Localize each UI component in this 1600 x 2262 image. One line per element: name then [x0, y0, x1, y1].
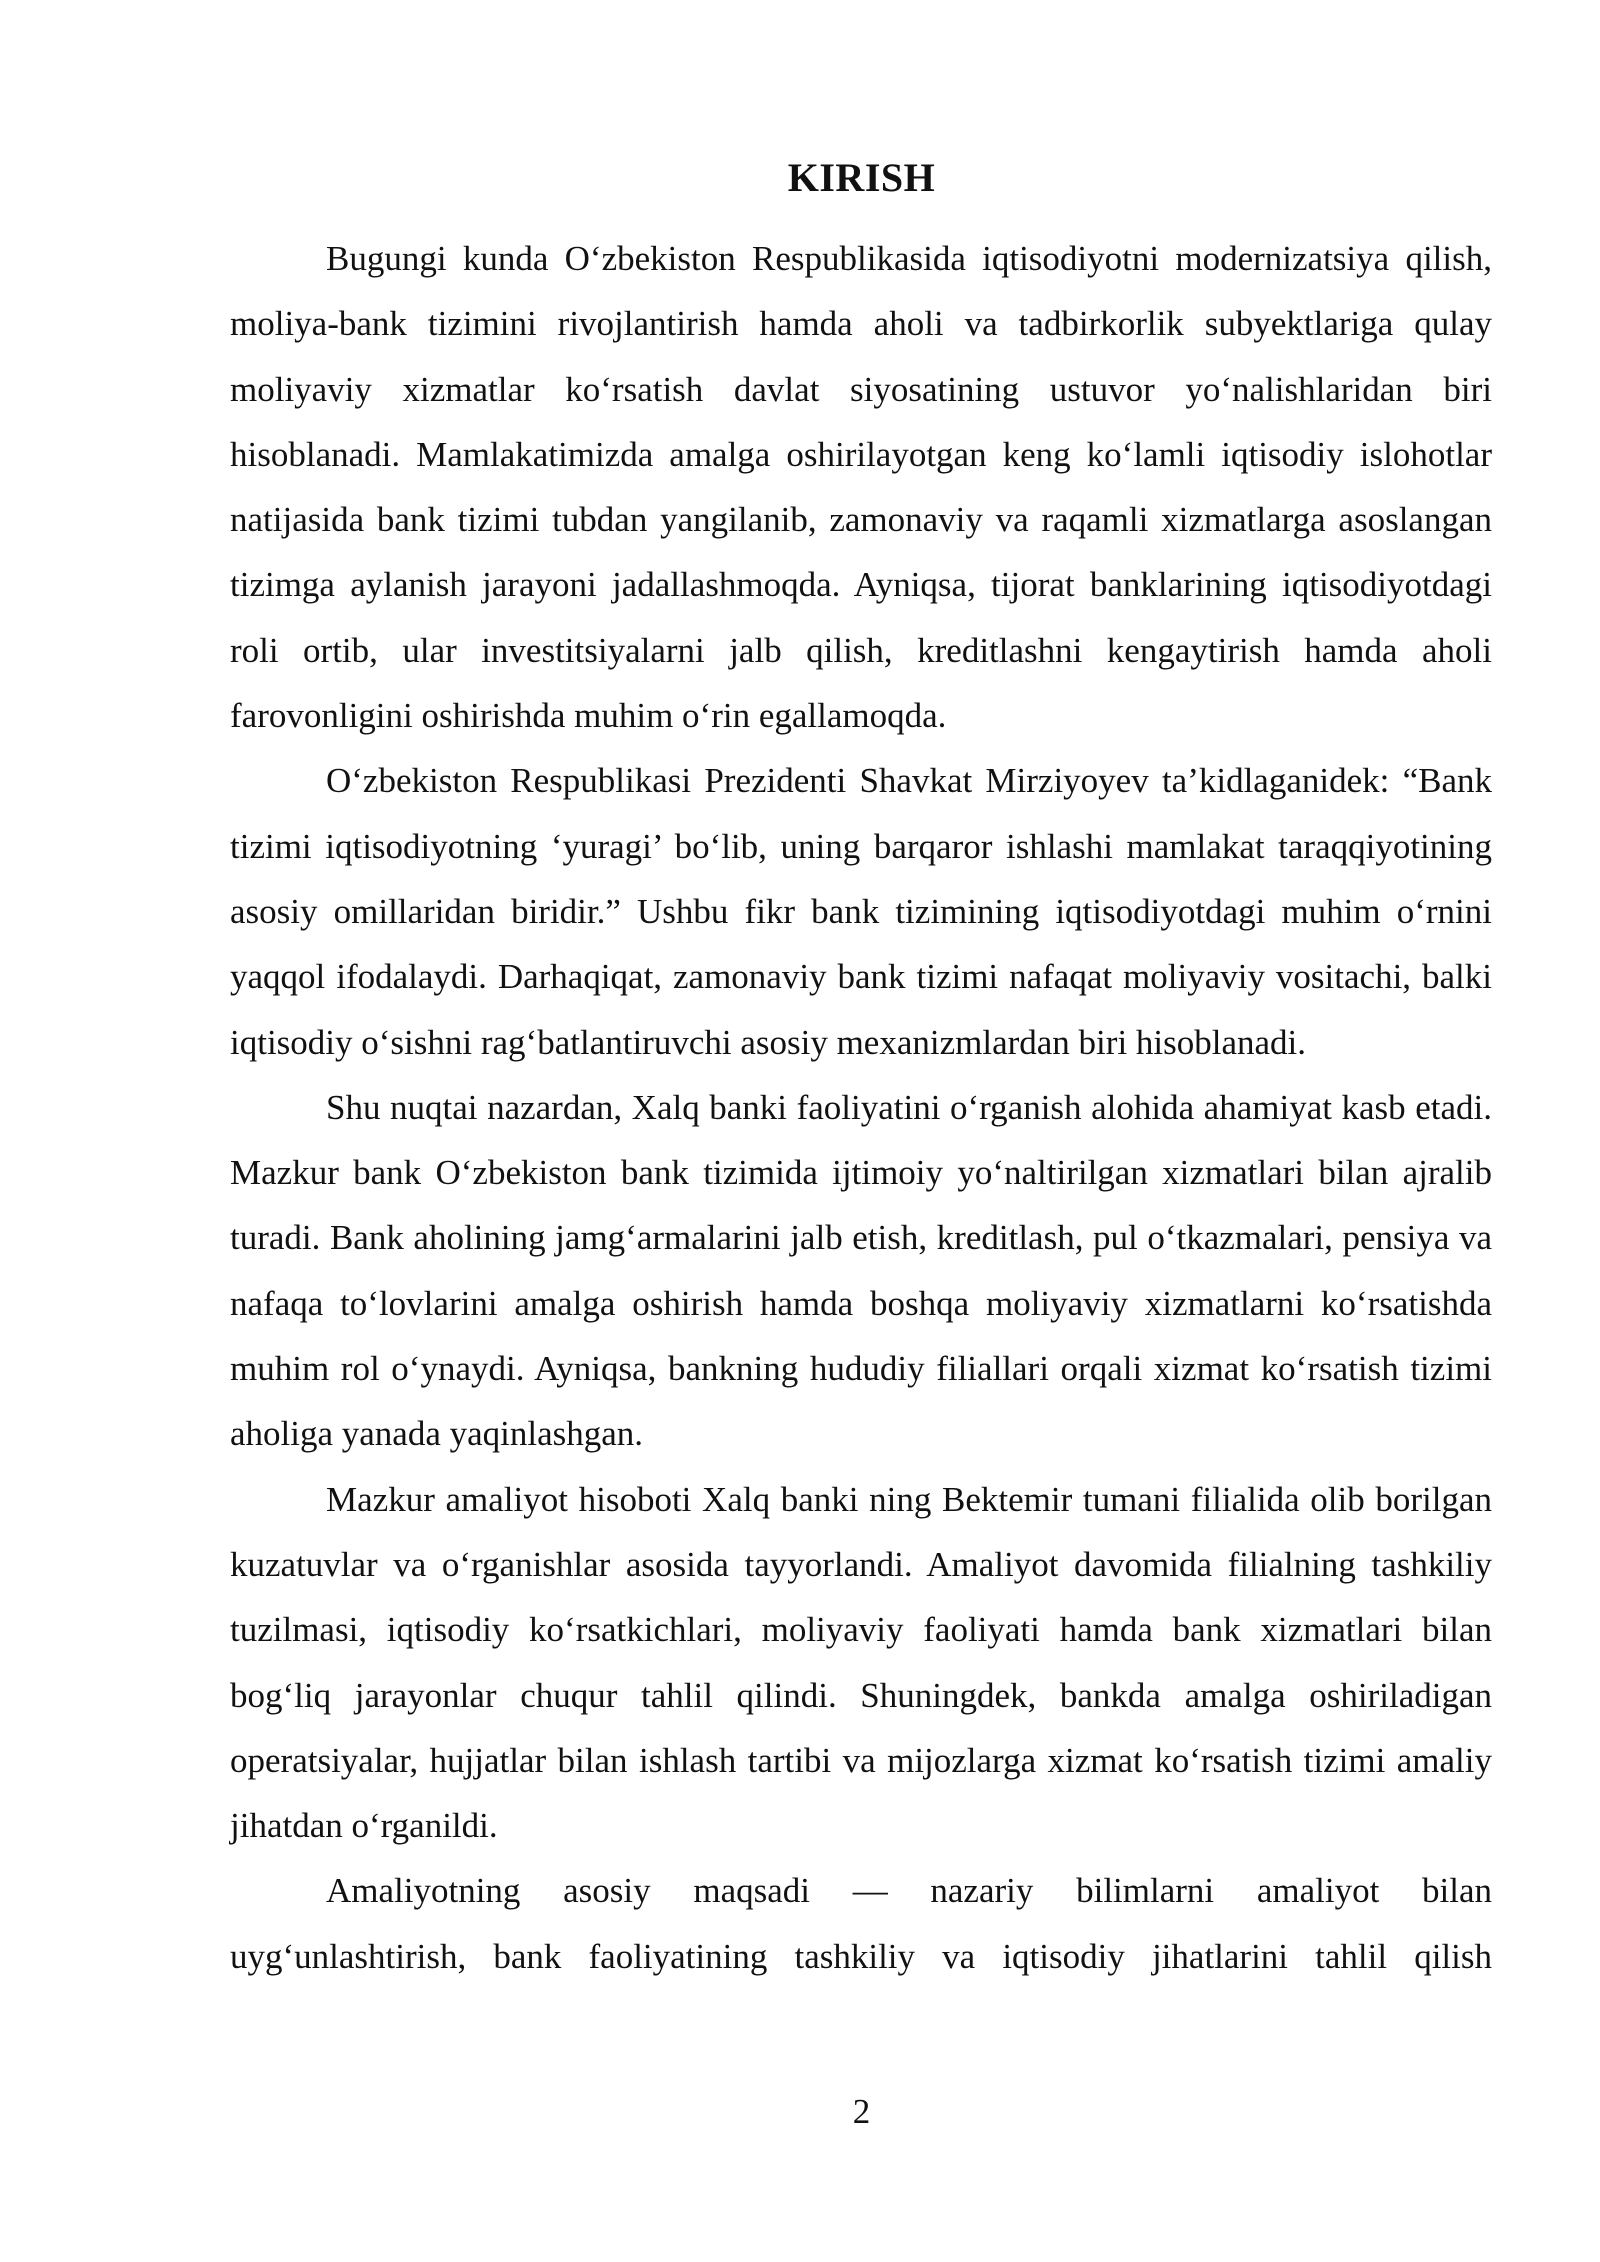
section-title-text: KIRISH	[787, 155, 936, 200]
section-title	[0, 152, 1600, 204]
paragraph-4: Mazkur amaliyot hisoboti Xalq banki ning Bektemir tumani filialida olib borilgan kuzatuvlar va o‘rganishlar asosida tayyorlandi. Amaliyot davomida filialning tashkiliy tuzilmasi, iqtisodiy ko‘rsatkichlari, moliyaviy faoliyati hamda bank xizmatlari bilan bog‘liq jarayonlar chuqur tahlil qilindi. Shuningdek, bankda amalga oshiriladigan operatsiyalar, hujjatlar bilan ishlash tartibi va mijozlarga xizmat ko‘rsatish tizimi amaliy jihatdan o‘rganildi.	[230, 1479, 1492, 1846]
paragraph-2: O‘zbekiston Respublikasi Prezidenti Shavkat Mirziyoyev ta’kidlaganidek: “Bank tizimi iqtisodiyotning ‘yuragi’ bo‘lib, uning barqaror ishlashi mamlakat taraqqiyotining asosiy omillaridan biridir.” Ushbu fikr bank tizimining iqtisodiyotdagi muhim o‘rnini yaqqol ifodalaydi. Darhaqiqat, zamonaviy bank tizimi nafaqat moliyaviy vositachi, balki iqtisodiy o‘sishni rag‘batlantiruvchi asosiy mexanizmlardan biri hisoblanadi.	[230, 761, 1492, 1062]
document-body	[230, 226, 1492, 1989]
paragraph-1: Bugungi kunda O‘zbekiston Respublikasida iqtisodiyotni modernizatsiya qilish, moliya-bank tizimini rivojlantirish hamda aholi va tadbirkorlik subyektlariga qulay moliyaviy xizmatlar ko‘rsatish davlat siyosatining ustuvor yo‘nalishlaridan biri hisoblanadi. Mamlakatimizda amalga oshirilayotgan keng ko‘lamli iqtisodiy islohotlar natijasida bank tizimi tubdan yangilanib, zamonaviy va raqamli xizmatlarga asoslangan tizimga aylanish jarayoni jadallashmoqda. Ayniqsa, tijorat banklarining iqtisodiyotdagi roli ortib, ular investitsiyalarni jalb qilish, kreditlashni kengaytirish hamda aholi farovonligini oshirishda muhim o‘rin egallamoqda.	[230, 239, 1492, 736]
paragraph-3: Shu nuqtai nazardan, Xalq banki faoliyatini o‘rganish alohida ahamiyat kasb etadi. Mazkur bank O‘zbekiston bank tizimida ijtimoiy yo‘naltirilgan xizmatlari bilan ajralib turadi. Bank aholining jamg‘armalarini jalb etish, kreditlash, pul o‘tkazmalari, pensiya va nafaqa to‘lovlarini amalga oshirish hamda boshqa moliyaviy xizmatlarni ko‘rsatishda muhim rol o‘ynaydi. Ayniqsa, bankning hududiy filiallari orqali xizmat ko‘rsatish tizimi aholiga yanada yaqinlashgan.	[230, 1087, 1492, 1454]
page-number-text: 2	[852, 2092, 871, 2131]
page-number	[0, 2092, 1600, 2132]
paragraph-5: Amaliyotning asosiy maqsadi — nazariy bilimlarni amaliyot bilan uyg‘unlashtirish, bank faoliyatining tashkiliy va iqtisodiy jihatlarini tahlil qilish	[230, 1871, 1492, 1976]
